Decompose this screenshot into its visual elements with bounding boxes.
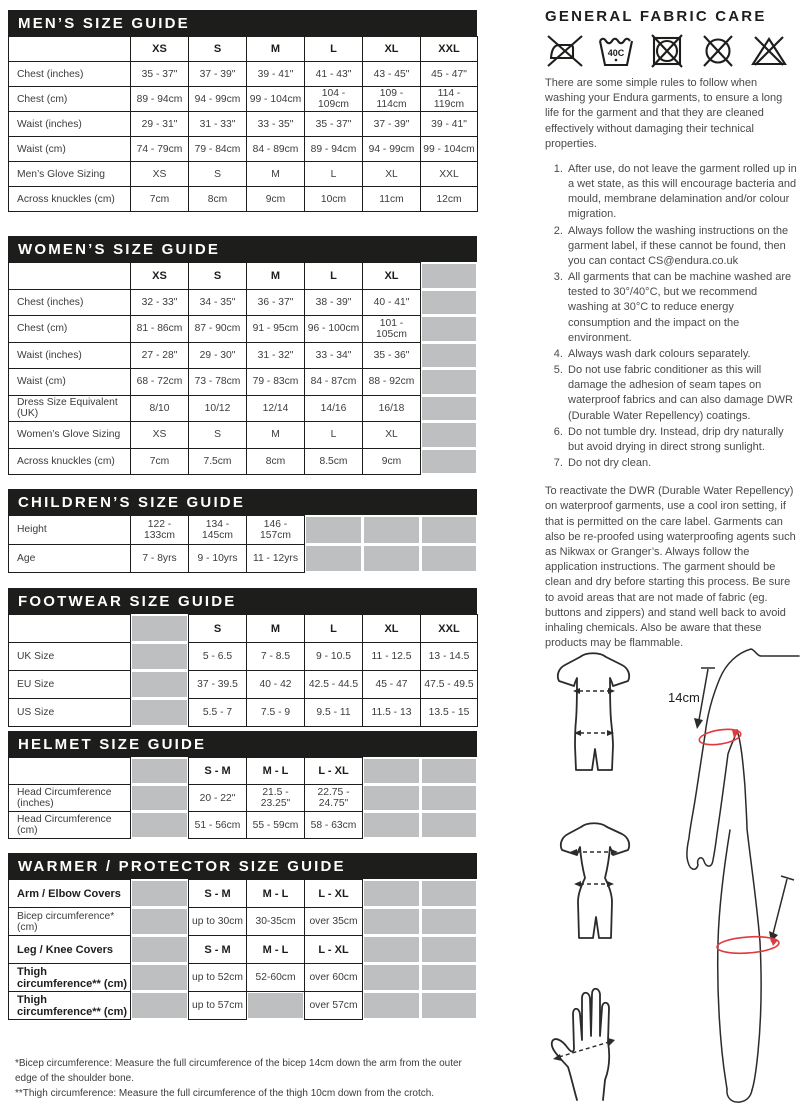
size-value-cell: S - M (189, 936, 247, 964)
size-value-cell: 31 - 32" (247, 342, 305, 369)
size-value-cell: 30-35cm (247, 908, 305, 936)
size-value-cell: 12cm (421, 187, 478, 212)
column-header-cell: XS (131, 37, 189, 62)
table-row (9, 448, 478, 475)
table-row (9, 316, 478, 343)
table-row (9, 908, 478, 936)
size-value-cell: 38 - 39" (305, 289, 363, 316)
table-row (9, 699, 478, 727)
empty-cell (363, 908, 421, 936)
size-value-cell: 9.5 - 11 (305, 699, 363, 727)
column-header-cell: S - M (189, 758, 247, 785)
empty-cell (305, 516, 363, 545)
size-value-cell: L - XL (305, 880, 363, 908)
size-value-cell: 12/14 (247, 395, 305, 422)
size-value-cell: L (305, 422, 363, 449)
size-value-cell: 42.5 - 44.5 (305, 671, 363, 699)
size-value-cell: 11cm (363, 187, 421, 212)
size-value-cell: 13.5 - 15 (421, 699, 478, 727)
row-label-cell: Dress Size Equivalent (UK) (9, 395, 131, 422)
section-title-helmet: HELMET SIZE GUIDE (8, 731, 477, 757)
size-value-cell: XL (363, 162, 421, 187)
table-row (9, 615, 478, 643)
column-header-cell: M (247, 263, 305, 290)
empty-cell (363, 936, 421, 964)
size-value-cell: 91 - 95cm (247, 316, 305, 343)
size-value-cell: S (189, 422, 247, 449)
empty-cell (421, 758, 478, 785)
row-label-cell (9, 615, 131, 643)
size-value-cell: 5 - 6.5 (189, 643, 247, 671)
row-label-cell: Across knuckles (cm) (9, 448, 131, 475)
empty-cell (421, 880, 478, 908)
size-value-cell: 94 - 99cm (189, 87, 247, 112)
section-title-childrens: CHILDREN’S SIZE GUIDE (8, 489, 477, 515)
size-value-cell: up to 57cm (189, 992, 247, 1020)
column-header-cell: XL (363, 263, 421, 290)
svg-text:40C: 40C (607, 48, 625, 58)
empty-cell (131, 812, 189, 839)
size-value-cell: 101 - 105cm (363, 316, 421, 343)
column-header-cell: S (189, 37, 247, 62)
size-value-cell: 58 - 63cm (305, 812, 363, 839)
empty-cell (421, 316, 478, 343)
size-value-cell: 27 - 28" (131, 342, 189, 369)
size-value-cell: M - L (247, 880, 305, 908)
row-label-cell (9, 37, 131, 62)
row-label-cell: Head Circumference (cm) (9, 812, 131, 839)
size-value-cell: 35 - 36" (363, 342, 421, 369)
size-value-cell: 79 - 84cm (189, 137, 247, 162)
empty-cell (363, 785, 421, 812)
column-header-cell: M - L (247, 758, 305, 785)
care-rule: 2. Always follow the washing instructions on the garment label, if these cannot be found, then you can contact CS@endura.co.uk (566, 224, 797, 270)
size-value-cell: 94 - 99cm (363, 137, 421, 162)
do-not-bleach-icon (749, 33, 789, 69)
size-value-cell: S - M (189, 880, 247, 908)
size-value-cell: 37 - 39" (363, 112, 421, 137)
table-row (9, 395, 478, 422)
size-value-cell: 87 - 90cm (189, 316, 247, 343)
table-row (9, 369, 478, 396)
size-value-cell: 99 - 104cm (247, 87, 305, 112)
row-label-cell: Leg / Knee Covers (9, 936, 131, 964)
row-label-cell (9, 758, 131, 785)
size-value-cell: L - XL (305, 936, 363, 964)
row-label-cell: Waist (inches) (9, 342, 131, 369)
row-label-cell: Waist (inches) (9, 112, 131, 137)
table-row (9, 544, 478, 573)
fabric-care-panel (545, 8, 797, 651)
womens-size-guide-section (8, 236, 477, 475)
empty-cell (131, 880, 189, 908)
helmet-size-guide-section (8, 731, 477, 839)
size-value-cell: 35 - 37" (131, 62, 189, 87)
size-value-cell: S (189, 162, 247, 187)
size-value-cell: 10/12 (189, 395, 247, 422)
empty-cell (363, 880, 421, 908)
size-value-cell: 29 - 30" (189, 342, 247, 369)
size-value-cell: 79 - 83cm (247, 369, 305, 396)
size-value-cell: 109 - 114cm (363, 87, 421, 112)
size-value-cell: XS (131, 162, 189, 187)
table-row (9, 936, 478, 964)
care-rule: 3. All garments that can be machine washed are tested to 30°/40°C, but we recommend washing at 30°C to reduce energy consumption and the impact on the environment. (566, 270, 797, 346)
row-label-cell: UK Size (9, 643, 131, 671)
size-value-cell: 39 - 41" (247, 62, 305, 87)
row-label-cell: Bicep circumference* (cm) (9, 908, 131, 936)
footwear-size-guide-section (8, 588, 477, 727)
table-row (9, 785, 478, 812)
empty-cell (421, 369, 478, 396)
size-value-cell: 22.75 - 24.75" (305, 785, 363, 812)
size-value-cell: 99 - 104cm (421, 137, 478, 162)
empty-cell (421, 289, 478, 316)
row-label-cell: Waist (cm) (9, 369, 131, 396)
size-value-cell: 5.5 - 7 (189, 699, 247, 727)
arm-and-leg-measurement-diagram (640, 642, 800, 1110)
size-value-cell: 11 - 12yrs (247, 544, 305, 573)
size-value-cell: 8cm (189, 187, 247, 212)
empty-cell (421, 812, 478, 839)
size-value-cell: up to 30cm (189, 908, 247, 936)
do-not-iron-icon (545, 33, 585, 69)
column-header-cell: XL (363, 615, 421, 643)
empty-cell (131, 643, 189, 671)
childrens-size-table (8, 515, 478, 573)
table-row (9, 112, 478, 137)
size-value-cell: 81 - 86cm (131, 316, 189, 343)
mens-size-guide-section (8, 10, 477, 212)
size-value-cell: 68 - 72cm (131, 369, 189, 396)
footnotes (15, 1056, 485, 1101)
row-label-cell: Chest (cm) (9, 87, 131, 112)
warmer-size-table (8, 879, 478, 1020)
empty-cell (247, 992, 305, 1020)
size-value-cell: 84 - 89cm (247, 137, 305, 162)
empty-cell (421, 516, 478, 545)
row-label-cell: Chest (inches) (9, 289, 131, 316)
row-label-cell: Thigh circumference** (cm) (9, 964, 131, 992)
size-value-cell: over 35cm (305, 908, 363, 936)
womens-size-table (8, 262, 478, 475)
size-value-cell: 21.5 - 23.25" (247, 785, 305, 812)
table-row (9, 342, 478, 369)
empty-cell (131, 936, 189, 964)
size-value-cell: 8cm (247, 448, 305, 475)
table-row (9, 671, 478, 699)
warmer-protector-size-guide-section (8, 853, 477, 1020)
table-row (9, 964, 478, 992)
size-value-cell: XXL (421, 162, 478, 187)
care-icons-row (545, 33, 797, 69)
table-row (9, 643, 478, 671)
empty-cell (131, 992, 189, 1020)
size-value-cell: over 57cm (305, 992, 363, 1020)
size-value-cell: 7 - 8.5 (247, 643, 305, 671)
size-value-cell: XS (131, 422, 189, 449)
size-value-cell: 29 - 31" (131, 112, 189, 137)
size-value-cell: 16/18 (363, 395, 421, 422)
column-header-cell: XS (131, 263, 189, 290)
size-value-cell: 7.5 - 9 (247, 699, 305, 727)
size-value-cell: over 60cm (305, 964, 363, 992)
size-value-cell: 43 - 45" (363, 62, 421, 87)
size-value-cell: 10cm (305, 187, 363, 212)
row-label-cell: Age (9, 544, 131, 573)
care-rule: 5. Do not use fabric conditioner as this will damage the adhesion of seam tapes on waterproof fabrics and can also damage DWR (Durable Water Repellency) coatings. (566, 363, 797, 424)
size-value-cell: 40 - 41" (363, 289, 421, 316)
male-torso-measurement-diagram (549, 650, 637, 780)
empty-cell (131, 758, 189, 785)
size-value-cell: 35 - 37" (305, 112, 363, 137)
empty-cell (131, 615, 189, 643)
table-row (9, 162, 478, 187)
column-header-cell: L - XL (305, 758, 363, 785)
table-row (9, 263, 478, 290)
size-value-cell: 11 - 12.5 (363, 643, 421, 671)
column-header-cell: L (305, 615, 363, 643)
size-value-cell: 146 - 157cm (247, 516, 305, 545)
row-label-cell: US Size (9, 699, 131, 727)
table-row (9, 516, 478, 545)
size-value-cell: 45 - 47 (363, 671, 421, 699)
row-label-cell: Chest (inches) (9, 62, 131, 87)
row-label-cell: Men’s Glove Sizing (9, 162, 131, 187)
thigh-footnote: **Thigh circumference: Measure the full circumference of the thigh 10cm down from the crotch. (15, 1088, 435, 1099)
empty-cell (363, 992, 421, 1020)
section-title-womens: WOMEN’S SIZE GUIDE (8, 236, 477, 262)
empty-cell (421, 544, 478, 573)
row-label-cell: Thigh circumference** (cm) (9, 992, 131, 1020)
size-value-cell: 7cm (131, 448, 189, 475)
size-value-cell: 8/10 (131, 395, 189, 422)
empty-cell (421, 422, 478, 449)
empty-cell (421, 785, 478, 812)
row-label-cell: Waist (cm) (9, 137, 131, 162)
section-title-warmer: WARMER / PROTECTOR SIZE GUIDE (8, 853, 477, 879)
size-value-cell: 7cm (131, 187, 189, 212)
size-value-cell: 47.5 - 49.5 (421, 671, 478, 699)
size-value-cell: up to 52cm (189, 964, 247, 992)
size-value-cell: 33 - 34" (305, 342, 363, 369)
column-header-cell: M (247, 615, 305, 643)
wash-40c-icon (596, 33, 636, 69)
size-value-cell: 40 - 42 (247, 671, 305, 699)
table-row (9, 62, 478, 87)
size-value-cell: 52-60cm (247, 964, 305, 992)
column-header-cell: XL (363, 37, 421, 62)
column-header-cell: S (189, 615, 247, 643)
size-value-cell: 51 - 56cm (189, 812, 247, 839)
column-header-cell: XXL (421, 615, 478, 643)
size-value-cell: 114 - 119cm (421, 87, 478, 112)
size-value-cell: 34 - 35" (189, 289, 247, 316)
size-value-cell: 7.5cm (189, 448, 247, 475)
size-value-cell: XL (363, 422, 421, 449)
size-value-cell: M (247, 422, 305, 449)
table-row (9, 422, 478, 449)
size-value-cell: 9 - 10yrs (189, 544, 247, 573)
row-label-cell: Women’s Glove Sizing (9, 422, 131, 449)
column-header-cell: XXL (421, 37, 478, 62)
size-value-cell: 9cm (363, 448, 421, 475)
care-rules-list (545, 162, 797, 471)
row-label-cell: Chest (cm) (9, 316, 131, 343)
table-row (9, 812, 478, 839)
size-value-cell: 73 - 78cm (189, 369, 247, 396)
female-torso-measurement-diagram (548, 820, 640, 947)
helmet-size-table (8, 757, 478, 839)
empty-cell (363, 516, 421, 545)
table-row (9, 187, 478, 212)
row-label-cell: Head Circumference (inches) (9, 785, 131, 812)
empty-cell (131, 671, 189, 699)
size-value-cell: 45 - 47" (421, 62, 478, 87)
care-rule: 4. Always wash dark colours separately. (566, 347, 797, 362)
empty-cell (363, 812, 421, 839)
size-value-cell: 37 - 39" (189, 62, 247, 87)
size-value-cell: 89 - 94cm (305, 137, 363, 162)
bicep-footnote: *Bicep circumference: Measure the full circumference of the bicep 14cm down the arm from the outer edge of the shoulder bone. (15, 1058, 462, 1084)
size-value-cell: M - L (247, 936, 305, 964)
fabric-care-title: GENERAL FABRIC CARE (545, 8, 767, 25)
table-row (9, 758, 478, 785)
row-label-cell: EU Size (9, 671, 131, 699)
section-title-mens: MEN’S SIZE GUIDE (8, 10, 477, 36)
row-label-cell: Across knuckles (cm) (9, 187, 131, 212)
empty-cell (131, 908, 189, 936)
size-value-cell: 96 - 100cm (305, 316, 363, 343)
empty-cell (363, 964, 421, 992)
empty-cell (131, 699, 189, 727)
size-value-cell: 134 - 145cm (189, 516, 247, 545)
empty-cell (421, 992, 478, 1020)
empty-cell (421, 448, 478, 475)
do-not-dry-clean-icon (698, 33, 738, 69)
size-value-cell: 32 - 33" (131, 289, 189, 316)
row-label-cell: Arm / Elbow Covers (9, 880, 131, 908)
size-value-cell: 14/16 (305, 395, 363, 422)
size-value-cell: 7 - 8yrs (131, 544, 189, 573)
empty-cell (421, 908, 478, 936)
size-value-cell: 88 - 92cm (363, 369, 421, 396)
empty-cell (421, 395, 478, 422)
section-title-footwear: FOOTWEAR SIZE GUIDE (8, 588, 477, 614)
empty-cell (305, 544, 363, 573)
size-value-cell: 104 - 109cm (305, 87, 363, 112)
size-value-cell: 9cm (247, 187, 305, 212)
size-value-cell: 11.5 - 13 (363, 699, 421, 727)
size-value-cell: 55 - 59cm (247, 812, 305, 839)
size-value-cell: 33 - 35" (247, 112, 305, 137)
do-not-tumble-dry-icon (647, 33, 687, 69)
size-value-cell: 74 - 79cm (131, 137, 189, 162)
table-row (9, 87, 478, 112)
column-header-cell: L (305, 37, 363, 62)
empty-cell (421, 936, 478, 964)
size-value-cell: 9 - 10.5 (305, 643, 363, 671)
table-row (9, 37, 478, 62)
size-value-cell: L (305, 162, 363, 187)
size-value-cell: 89 - 94cm (131, 87, 189, 112)
table-row (9, 137, 478, 162)
care-intro-paragraph: There are some simple rules to follow when washing your Endura garments, to ensure a long life for the garment and that they are cleaned effectively without damaging their technical properties. (545, 77, 783, 150)
empty-cell (421, 964, 478, 992)
size-value-cell: 122 - 133cm (131, 516, 189, 545)
size-value-cell: 20 - 22" (189, 785, 247, 812)
row-label-cell: Height (9, 516, 131, 545)
care-rule: 6. Do not tumble dry. Instead, drip dry naturally but avoid drying in direct strong sunlight. (566, 425, 797, 455)
size-value-cell: 31 - 33" (189, 112, 247, 137)
empty-cell (363, 544, 421, 573)
empty-cell (131, 964, 189, 992)
size-value-cell: 84 - 87cm (305, 369, 363, 396)
table-row (9, 992, 478, 1020)
column-header-cell: S (189, 263, 247, 290)
arm-measurement-label: 14cm (668, 690, 700, 705)
size-value-cell: M (247, 162, 305, 187)
hand-measurement-diagram (543, 972, 631, 1104)
childrens-size-guide-section (8, 489, 477, 573)
table-row (9, 880, 478, 908)
footwear-size-table (8, 614, 478, 727)
size-value-cell: 36 - 37" (247, 289, 305, 316)
empty-cell (421, 342, 478, 369)
table-row (9, 289, 478, 316)
care-rule: 1. After use, do not leave the garment rolled up in a wet state, as this will encourage bacteria and mould, membrane delamination and/or colour migration. (566, 162, 797, 223)
row-label-cell (9, 263, 131, 290)
size-value-cell: 39 - 41" (421, 112, 478, 137)
size-value-cell: 8.5cm (305, 448, 363, 475)
empty-cell (131, 785, 189, 812)
column-header-cell: M (247, 37, 305, 62)
size-value-cell: 13 - 14.5 (421, 643, 478, 671)
mens-size-table (8, 36, 478, 212)
size-value-cell: 41 - 43" (305, 62, 363, 87)
empty-cell (421, 263, 478, 290)
size-value-cell: 37 - 39.5 (189, 671, 247, 699)
care-rule: 7. Do not dry clean. (566, 456, 797, 471)
dwr-paragraph: To reactivate the DWR (Durable Water Repellency) on waterproof garments, use a cool iron setting, if that is permitted on the care label. Garments can also be re-proofed using waterproofing agents such as Nikwax or Granger’s. Always follow the application instructions. The garment should be clean and dry before starting this process. Be sure to avoid areas that are not made of fabric (eg. buttons and zippers) and stand well back to avoid inhaling chemicals. Also be aware that these products may be flammable. (545, 485, 796, 650)
empty-cell (363, 758, 421, 785)
column-header-cell: L (305, 263, 363, 290)
